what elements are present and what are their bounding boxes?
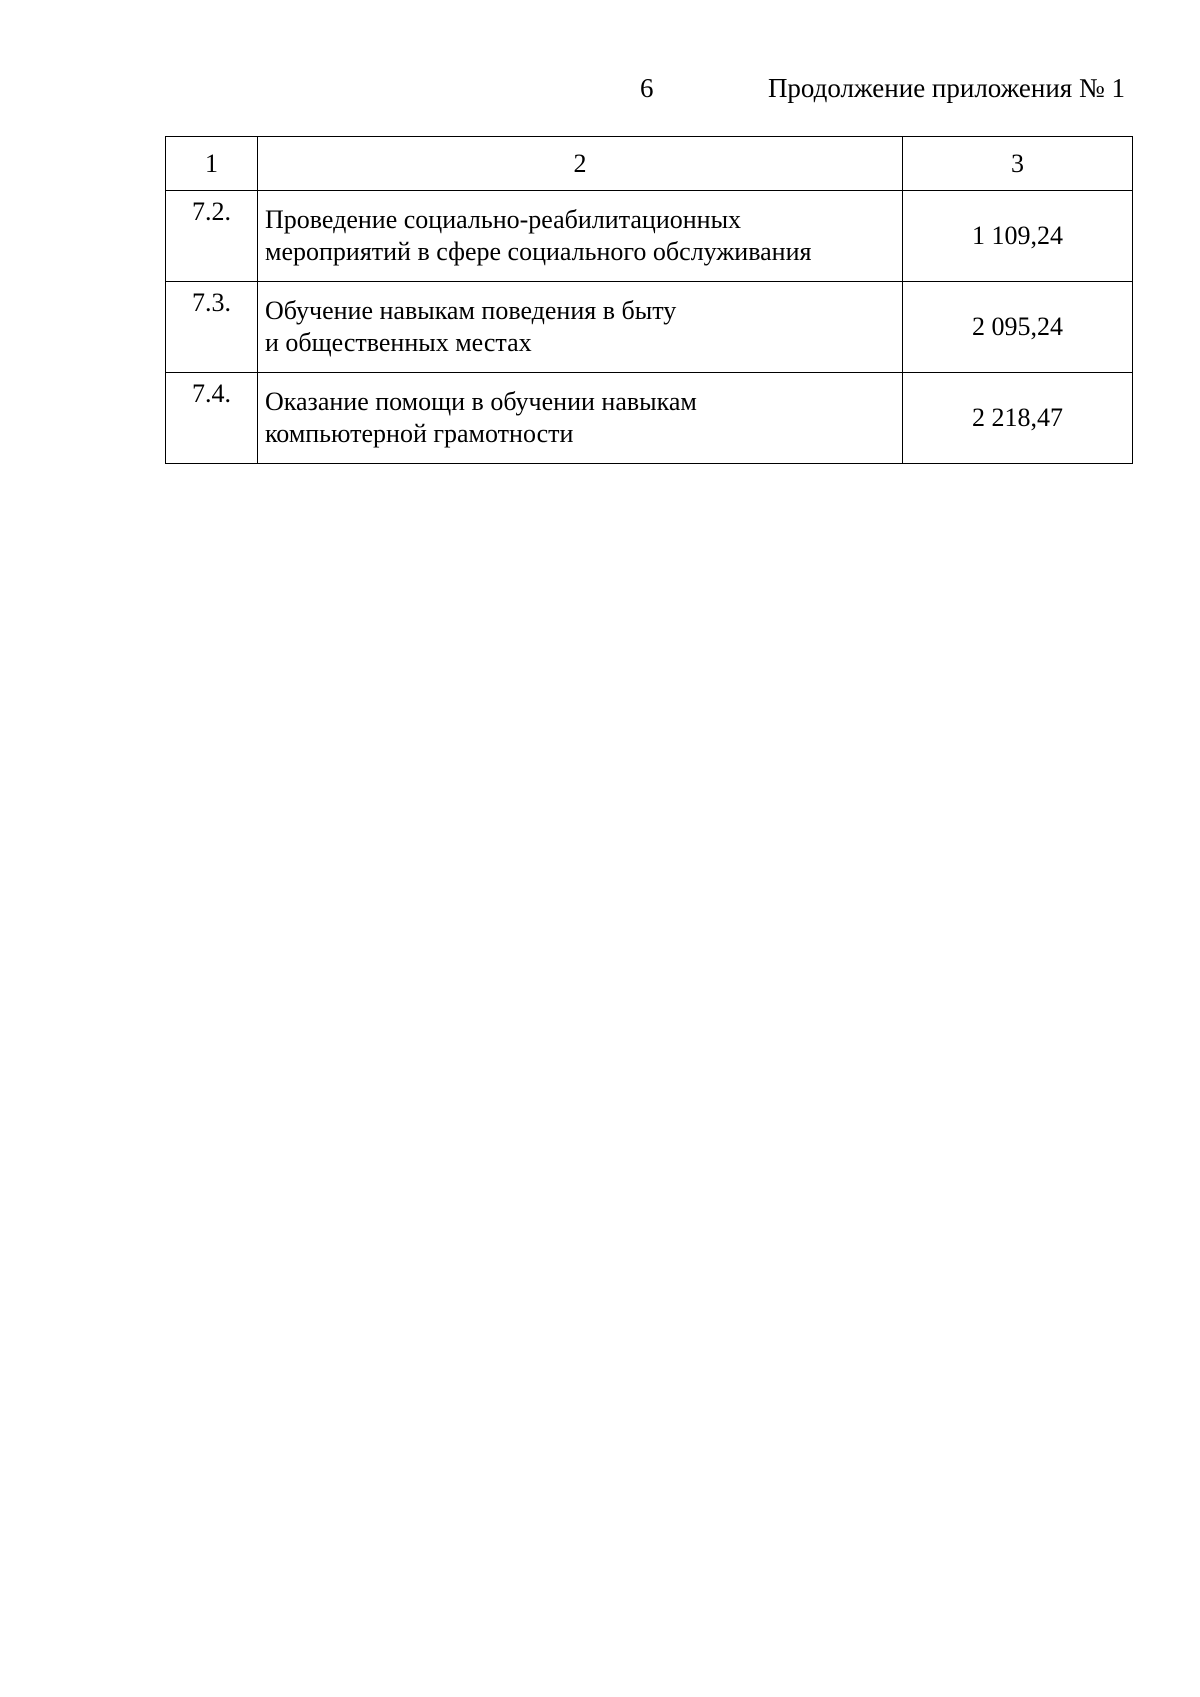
service-name <box>258 373 903 464</box>
table-row <box>166 373 1133 464</box>
service-name-line: Обучение навыкам поведения в быту <box>265 296 677 325</box>
column-number-3: 3 <box>903 137 1133 191</box>
service-name <box>258 282 903 373</box>
service-name-line: Проведение социально-реабилитационных <box>265 205 742 234</box>
column-number-2: 2 <box>258 137 903 191</box>
table-row <box>166 191 1133 282</box>
service-name-line: и общественных местах <box>265 328 532 357</box>
service-price: 2 218,47 <box>903 373 1133 464</box>
column-number-row <box>166 137 1133 191</box>
service-name-line: компьютерной грамотности <box>265 419 574 448</box>
table-row <box>166 282 1133 373</box>
page-number: 6 <box>640 73 654 103</box>
appendix-continuation-title: Продолжение приложения № 1 <box>767 73 1125 103</box>
service-price: 2 095,24 <box>903 282 1133 373</box>
services-table <box>165 136 1133 464</box>
tariff-table <box>165 136 1132 464</box>
row-number: 7.4. <box>166 373 258 464</box>
service-price: 1 109,24 <box>903 191 1133 282</box>
service-name-line: мероприятий в сфере социального обслуживания <box>265 237 812 266</box>
column-number-1: 1 <box>166 137 258 191</box>
service-name <box>258 191 903 282</box>
service-name-line: Оказание помощи в обучении навыкам <box>265 387 697 416</box>
row-number: 7.3. <box>166 282 258 373</box>
row-number: 7.2. <box>166 191 258 282</box>
